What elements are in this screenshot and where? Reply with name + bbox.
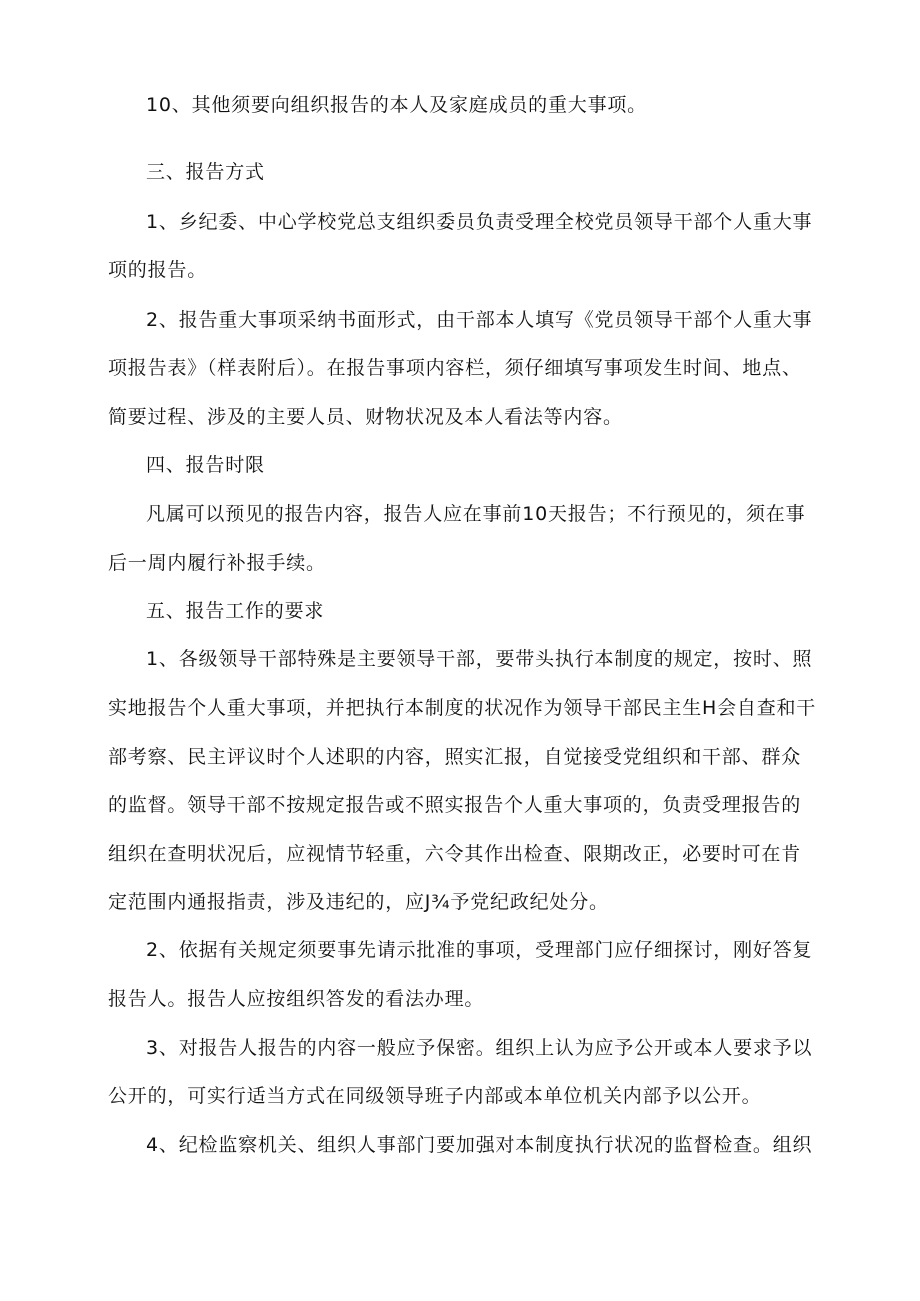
paragraph-line: 部考察、民主评议时个人述职的内容，照实汇报，自觉接受党组织和干部、群众 xyxy=(108,746,802,768)
paragraph-line: 报告人。报告人应按组织答发的看法办理。 xyxy=(108,988,485,1010)
item-10-line: 10、其他须要向组织报告的本人及家庭成员的重大事项。 xyxy=(146,94,647,116)
paragraph-line: 2、依据有关规定须要事先请示批准的事项，受理部门应仔细探讨，刚好答复 xyxy=(146,939,813,961)
section-3-heading: 三、报告方式 xyxy=(146,161,265,183)
paragraph-line: 公开的，可实行适当方式在同级领导班子内部或本单位机关内部予以公开。 xyxy=(108,1085,762,1107)
paragraph-line: 凡属可以预见的报告内容，报告人应在事前10天报告；不行预见的，须在事 xyxy=(146,503,806,525)
section-5-heading: 五、报告工作的要求 xyxy=(146,600,325,622)
paragraph-line: 的监督。领导干部不按规定报告或不照实报告个人重大事项的，负责受理报告的 xyxy=(108,794,802,816)
section-4-heading: 四、报告时限 xyxy=(146,454,265,476)
paragraph-line: 项的报告。 xyxy=(108,259,208,281)
paragraph-line: 简要过程、涉及的主要人员、财物状况及本人看法等内容。 xyxy=(108,406,623,428)
paragraph-line: 组织在查明状况后，应视情节轻重，六令其作出检查、限期改正，必要时可在肯 xyxy=(108,843,802,865)
paragraph-line: 实地报告个人重大事项，并把执行本制度的状况作为领导干部民主生H会自查和干 xyxy=(108,697,817,719)
paragraph-line: 1、各级领导干部特殊是主要领导干部，要带头执行本制度的规定，按时、照 xyxy=(146,648,813,670)
paragraph-line: 项报告表》（样表附后）。在报告事项内容栏，须仔细填写事项发生时间、地点、 xyxy=(108,357,802,379)
paragraph-line: 1、乡纪委、中心学校党总支组织委员负责受理全校党员领导干部个人重大事 xyxy=(146,211,813,233)
paragraph-line: 2、报告重大事项采纳书面形式，由干部本人填写《党员领导干部个人重大事 xyxy=(146,309,813,331)
paragraph-line: 后一周内履行补报手续。 xyxy=(108,552,326,574)
paragraph-line: 定范围内通报指责，涉及违纪的，应J¾予党纪政纪处分。 xyxy=(108,891,609,913)
paragraph-line: 3、对报告人报告的内容一般应予保密。组织上认为应予公开或本人要求予以 xyxy=(146,1037,813,1059)
paragraph-line: 4、纪检监察机关、组织人事部门要加强对本制度执行状况的监督检查。组织 xyxy=(146,1134,813,1156)
